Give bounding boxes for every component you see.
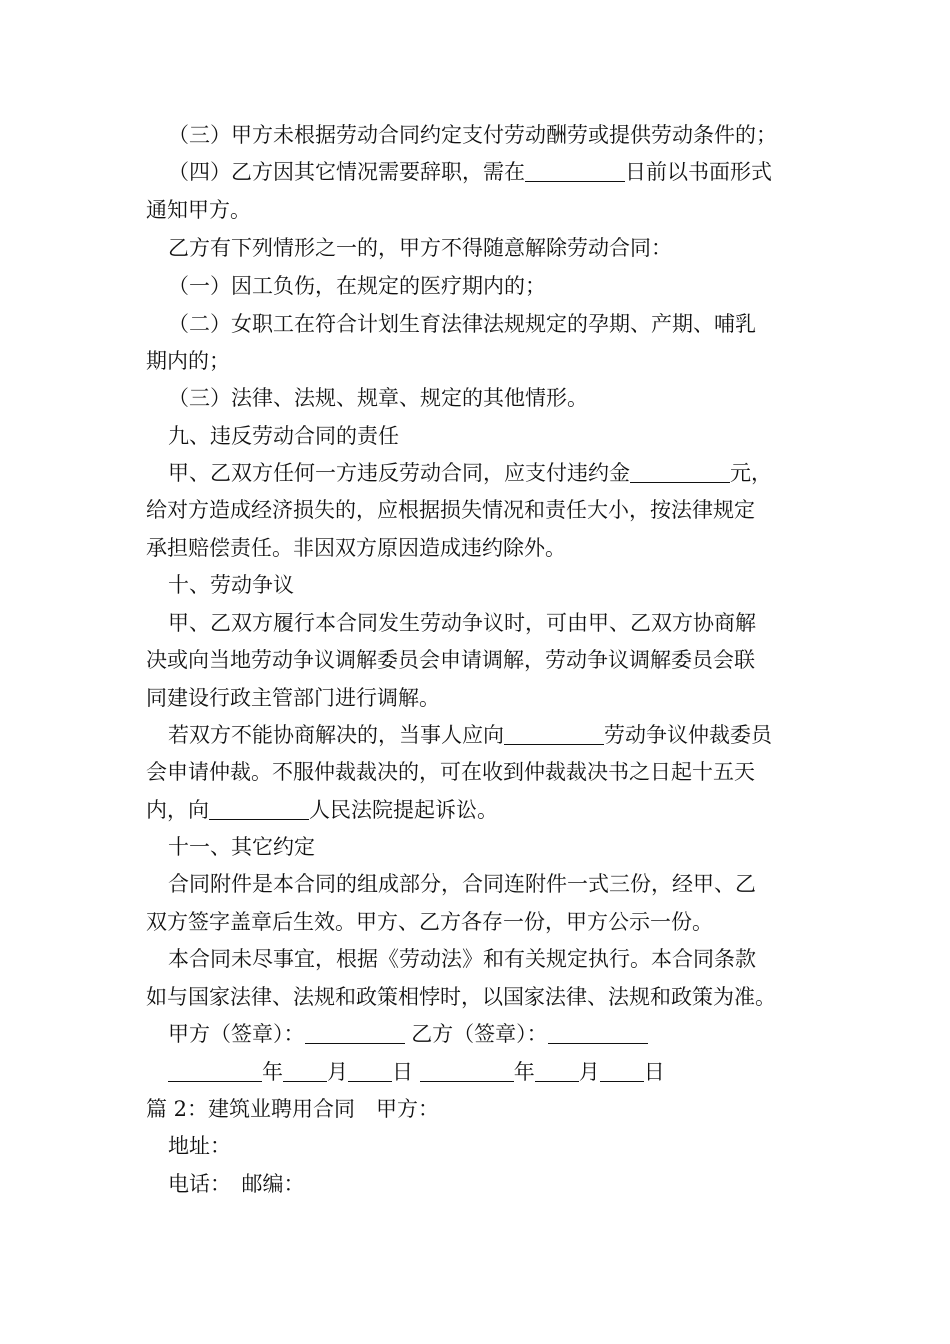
section-9-heading: 九、违反劳动合同的责任 bbox=[168, 424, 399, 448]
section-11-para-2-line-2: 如与国家法律、法规和政策相悖时，以国家法律、法规和政策为准。 bbox=[146, 985, 776, 1009]
no-dismiss-item-2-cont: 期内的； bbox=[146, 349, 230, 373]
party-a-month-blank bbox=[283, 1059, 327, 1082]
section-11-para-1-line-2: 双方签字盖章后生效。甲方、乙方各存一份，甲方公示一份。 bbox=[146, 910, 713, 934]
party-a-signature-label: 甲方（签章）： bbox=[168, 1022, 305, 1046]
court-name-blank bbox=[209, 797, 309, 820]
section-11-heading: 十一、其它约定 bbox=[168, 835, 315, 859]
section-10-para-2-text-end: 劳动争议仲裁委员 bbox=[604, 723, 772, 747]
section-10-para-1-line-1: 甲、乙双方履行本合同发生劳动争议时，可由甲、乙双方协商解 bbox=[168, 611, 756, 635]
party-b-month-blank bbox=[535, 1059, 579, 1082]
address-label: 地址： bbox=[168, 1134, 231, 1158]
section-10-para-2-line-3-text: 内，向 bbox=[146, 798, 209, 822]
resign-days-blank bbox=[525, 159, 625, 182]
section-10-para-2-line-2: 会申请仲裁。不服仲裁裁决的，可在收到仲裁裁决书之日起十五天 bbox=[146, 760, 755, 784]
year-label-a: 年 bbox=[262, 1060, 283, 1084]
party-a-signature-blank bbox=[305, 1021, 405, 1044]
party-a-day-blank bbox=[348, 1059, 392, 1082]
section-10-para-2-line-1 bbox=[168, 720, 772, 750]
party-b-signature-blank bbox=[548, 1021, 648, 1044]
month-label-b: 月 bbox=[578, 1060, 600, 1084]
section-9-para-line-1 bbox=[168, 458, 772, 488]
day-label-b: 日 bbox=[643, 1060, 665, 1084]
clause-4-text-end: 日前以书面形式 bbox=[625, 160, 772, 184]
section-10-para-1-line-2: 决或向当地劳动争议调解委员会申请调解，劳动争议调解委员会联 bbox=[146, 648, 755, 672]
date-line bbox=[168, 1057, 665, 1087]
article-2-title: 篇 2：建筑业聘用合同 甲方： bbox=[146, 1097, 440, 1121]
phone-postcode-label: 电话： 邮编： bbox=[168, 1172, 305, 1196]
section-9-text: 甲、乙双方任何一方违反劳动合同，应支付违约金 bbox=[168, 461, 630, 485]
section-9-para-line-2: 给对方造成经济损失的，应根据损失情况和责任大小，按法律规定 bbox=[146, 498, 755, 522]
clause-3-line: （三）甲方未根据劳动合同约定支付劳动酬劳或提供劳动条件的； bbox=[168, 123, 777, 147]
section-10-para-2-line-3 bbox=[146, 795, 498, 825]
section-10-para-1-line-3: 同建设行政主管部门进行调解。 bbox=[146, 686, 440, 710]
clause-4-cont: 通知甲方。 bbox=[146, 198, 251, 222]
section-11-para-2-line-1: 本合同未尽事宜，根据《劳动法》和有关规定执行。本合同条款 bbox=[168, 947, 756, 971]
signature-line bbox=[168, 1019, 648, 1049]
clause-4-line bbox=[168, 157, 772, 187]
no-dismiss-item-3: （三）法律、法规、规章、规定的其他情形。 bbox=[168, 386, 588, 410]
arbitration-place-blank bbox=[504, 722, 604, 745]
no-dismiss-item-2: （二）女职工在符合计划生育法律法规规定的孕期、产期、哺乳 bbox=[168, 312, 756, 336]
section-11-para-1-line-1: 合同附件是本合同的组成部分，合同连附件一式三份，经甲、乙 bbox=[168, 872, 756, 896]
section-9-text-end: 元， bbox=[730, 461, 772, 485]
party-b-day-blank bbox=[600, 1059, 644, 1082]
no-dismiss-heading: 乙方有下列情形之一的，甲方不得随意解除劳动合同： bbox=[168, 236, 672, 260]
party-a-year-blank bbox=[168, 1059, 262, 1082]
month-label-a: 月 bbox=[327, 1060, 348, 1084]
section-10-para-2-line-3-end: 人民法院提起诉讼。 bbox=[309, 798, 498, 822]
section-10-heading: 十、劳动争议 bbox=[168, 573, 294, 597]
clause-4-text: （四）乙方因其它情况需要辞职，需在 bbox=[168, 160, 525, 184]
party-b-signature-label: 乙方（签章）： bbox=[411, 1022, 548, 1046]
party-b-year-blank bbox=[420, 1059, 514, 1082]
section-9-para-line-3: 承担赔偿责任。非因双方原因造成违约除外。 bbox=[146, 536, 566, 560]
day-label-a: 日 bbox=[392, 1060, 413, 1084]
section-10-para-2-text: 若双方不能协商解决的，当事人应向 bbox=[168, 723, 504, 747]
penalty-amount-blank bbox=[630, 460, 730, 483]
no-dismiss-item-1: （一）因工负伤，在规定的医疗期内的； bbox=[168, 274, 546, 298]
year-label-b: 年 bbox=[513, 1060, 535, 1084]
